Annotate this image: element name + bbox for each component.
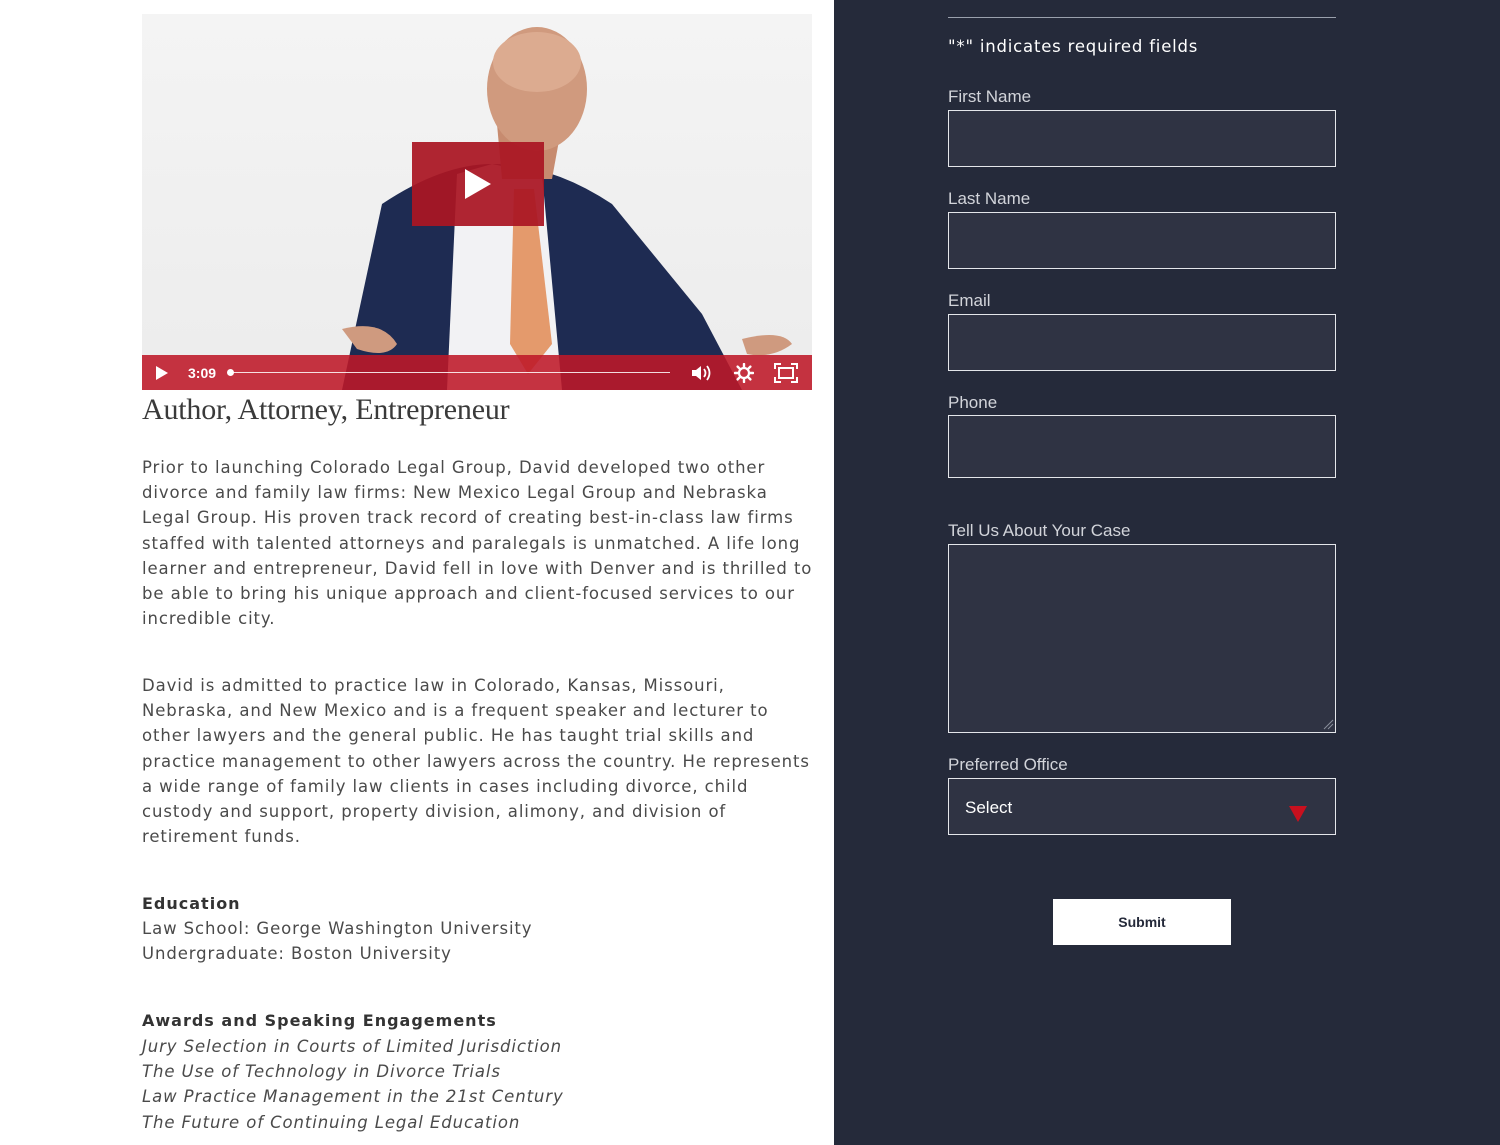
education-item: Law School: George Washington University	[142, 919, 533, 938]
bio-paragraph-line: incredible city.	[142, 609, 276, 629]
bio-paragraph-line: staffed with talented attorneys and paralegals is unmatched. A life long	[142, 533, 801, 553]
phone-label: Phone	[948, 393, 998, 412]
volume-button[interactable]	[682, 355, 722, 390]
award-item: Jury Selection in Courts of Limited Jurisdiction	[142, 1037, 563, 1056]
bio-paragraph-2	[142, 673, 818, 849]
video-progress-bar[interactable]	[224, 367, 670, 379]
progress-track	[228, 372, 670, 373]
bio-paragraph-line: retirement funds.	[142, 827, 301, 847]
volume-icon	[691, 364, 713, 382]
resize-grip-icon[interactable]	[1322, 718, 1334, 730]
education-list	[142, 916, 532, 966]
bio-paragraph-line: Legal Group. His proven track record of creating best-in-class law firms	[142, 508, 794, 528]
award-item: The Use of Technology in Divorce Trials	[142, 1062, 501, 1082]
fullscreen-icon	[774, 363, 798, 383]
education-title: Education	[142, 894, 241, 913]
preferred-office-label: Preferred Office	[948, 755, 1068, 774]
progress-handle[interactable]	[227, 369, 234, 376]
awards-list	[142, 1034, 564, 1135]
bio-paragraph-line: Nebraska, and New Mexico and is a frequent speaker and lecturer to	[142, 701, 769, 721]
email-input[interactable]	[948, 314, 1336, 371]
bio-heading: Author, Attorney, Entrepreneur	[142, 393, 510, 426]
control-play-button[interactable]	[142, 355, 182, 390]
form-divider	[948, 17, 1336, 18]
preferred-office-select[interactable]	[948, 778, 1336, 835]
bio-paragraph-line: practice management to other lawyers across the country. He represents	[142, 751, 810, 771]
video-control-bar	[142, 355, 812, 390]
education-item: Undergraduate: Boston University	[142, 944, 452, 964]
phone-input[interactable]	[948, 415, 1336, 478]
bio-paragraph-line: custody and support, property division, alimony, and division of	[142, 802, 727, 822]
bio-paragraph-line: divorce and family law firms: New Mexico Legal Group and Nebraska	[142, 483, 768, 503]
awards-title: Awards and Speaking Engagements	[142, 1011, 497, 1030]
video-time: 3:09	[188, 364, 217, 381]
bio-paragraph-line: learner and entrepreneur, David fell in love with Denver and is thrilled to	[142, 558, 813, 578]
caret-down-icon	[1289, 806, 1307, 822]
play-icon	[155, 365, 169, 381]
first-name-input[interactable]	[948, 110, 1336, 167]
award-item: Law Practice Management in the 21st Century	[142, 1087, 564, 1107]
last-name-label: Last Name	[948, 189, 1031, 208]
bio-paragraph-1	[142, 455, 818, 631]
last-name-input[interactable]	[948, 212, 1336, 269]
case-details-label: Tell Us About Your Case	[948, 521, 1131, 540]
bio-paragraph-line: David is admitted to practice law in Colorado, Kansas, Missouri,	[142, 676, 725, 695]
play-overlay-button[interactable]	[412, 142, 544, 226]
gear-icon	[734, 363, 754, 383]
preferred-office-value: Select	[965, 798, 1013, 817]
bio-paragraph-line: be able to bring his unique approach and client-focused services to our	[142, 584, 795, 604]
case-details-textarea[interactable]	[948, 544, 1336, 733]
contact-form-panel	[834, 0, 1500, 1145]
bio-paragraph-line: other lawyers and the general public. He has taught trial skills and	[142, 726, 755, 746]
required-fields-note: "*" indicates required fields	[948, 37, 1199, 56]
email-label: Email	[948, 291, 991, 310]
play-icon	[463, 168, 493, 200]
fullscreen-button[interactable]	[766, 355, 806, 390]
submit-button[interactable]: Submit	[1053, 899, 1231, 945]
bio-paragraph-line: a wide range of family law clients in cases including divorce, child	[142, 776, 749, 796]
settings-button[interactable]	[724, 355, 764, 390]
video-player[interactable]	[142, 14, 812, 390]
award-item: The Future of Continuing Legal Education	[142, 1112, 521, 1132]
bio-paragraph-line: Prior to launching Colorado Legal Group, David developed two other	[142, 458, 766, 477]
first-name-label: First Name	[948, 87, 1032, 106]
